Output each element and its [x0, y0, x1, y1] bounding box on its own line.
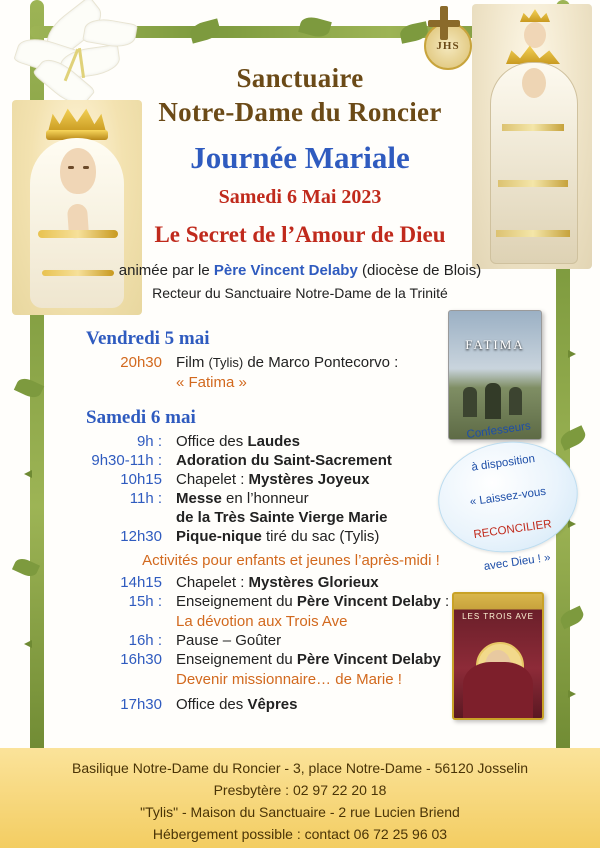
speaker-diocese: (diocèse de Blois) — [357, 262, 482, 279]
film-prefix: Film — [176, 354, 209, 371]
confession-line-4: RECONCILIER — [472, 518, 553, 542]
event-prefix: Chapelet : — [176, 471, 249, 488]
event-strong: Adoration du Saint-Sacrement — [176, 452, 392, 469]
event-second-line-text: de la Très Sainte Vierge Marie — [176, 509, 388, 526]
event-prefix: Office des — [176, 433, 248, 450]
speaker-role: Recteur du Sanctuaire Notre-Dame de la Trinité — [152, 285, 448, 301]
event-prefix: Enseignement du — [176, 593, 297, 610]
event-strong: Mystères Joyeux — [248, 471, 370, 488]
program-time: 11h : — [129, 490, 162, 507]
event-strong: Mystères Glorieux — [248, 574, 379, 591]
program-event — [176, 354, 526, 391]
jhs-emblem-label: JHS — [436, 40, 460, 52]
event-strong: Laudes — [247, 433, 300, 450]
confession-line-2: à disposition — [470, 453, 536, 475]
footer-house: "Tylis" - Maison du Sanctuaire - 2 rue Lucien Briend — [140, 804, 460, 820]
thorn-icon — [568, 350, 576, 358]
program-time: 12h30 — [120, 528, 162, 545]
speaker-name: Père Vincent Delaby — [213, 262, 358, 279]
program-event — [176, 490, 526, 526]
event-prefix: Pause – Goûter — [176, 632, 282, 649]
event-strong: Père Vincent Delaby — [296, 651, 441, 668]
program-event — [176, 433, 526, 450]
film-title: « Fatima » — [176, 374, 247, 391]
program-time: 17h30 — [120, 696, 162, 713]
event-highlight: Devenir missionnaire… de Marie ! — [176, 671, 402, 688]
program-time: 10h15 — [120, 471, 162, 488]
program-row — [56, 632, 526, 649]
event-strong: Père Vincent Delaby — [296, 593, 441, 610]
event-theme: Le Secret de l’Amour de Dieu — [154, 222, 446, 247]
program-row — [56, 471, 526, 488]
program-event — [176, 632, 526, 649]
film-director: de Marco Pontecorvo : — [243, 354, 399, 371]
program-row — [56, 574, 526, 591]
thorn-icon — [568, 690, 576, 698]
footer-lodging: Hébergement possible : contact 06 72 25 96 03 — [152, 826, 448, 842]
program-time: 9h : — [136, 433, 162, 450]
icon-image-title: LES TROIS AVE — [462, 612, 534, 621]
dvd-title: FATIMA — [465, 337, 525, 352]
event-highlight: La dévotion aux Trois Ave — [176, 613, 348, 630]
program-time: 14h15 — [120, 574, 162, 591]
thorn-icon — [24, 470, 32, 478]
program-day-friday-label: Vendredi 5 mai — [86, 328, 210, 349]
program-event — [176, 452, 526, 469]
sanctuary-line-2: Notre-Dame du Roncier — [158, 96, 442, 127]
cross-bar-icon — [428, 20, 460, 27]
event-strong: Vêpres — [247, 696, 298, 713]
program-time: 16h30 — [120, 651, 162, 668]
page-title — [0, 62, 600, 130]
leaf-icon — [188, 18, 222, 43]
program-event — [176, 574, 526, 591]
activities-note: Activités pour enfants et jeunes l’après-midi ! — [142, 552, 440, 569]
event-prefix: Enseignement du — [176, 651, 297, 668]
animated-by-prefix: animée par le — [118, 262, 214, 279]
program-row — [56, 452, 526, 469]
program-section — [56, 322, 526, 715]
event-date: Samedi 6 Mai 2023 — [218, 186, 382, 208]
footer-phone: Presbytère : 02 97 22 20 18 — [213, 782, 387, 798]
program-time: 16h : — [128, 632, 162, 649]
event-suffix: en l’honneur — [221, 490, 309, 507]
program-row — [56, 528, 526, 545]
program-row — [56, 593, 526, 630]
event-second-line — [176, 509, 526, 526]
program-row — [56, 490, 526, 526]
sanctuary-line-1: Sanctuaire — [236, 63, 364, 93]
animated-by-line — [0, 262, 600, 279]
event-strong: Pique-nique — [176, 528, 262, 545]
thorn-icon — [24, 640, 32, 648]
event-suffix: : — [440, 593, 450, 610]
program-time: 20h30 — [120, 354, 162, 371]
program-event — [176, 471, 526, 488]
program-row — [56, 651, 526, 688]
footer-address: Basilique Notre-Dame du Roncier - 3, place Notre-Dame - 56120 Josselin — [72, 760, 528, 776]
program-row — [56, 433, 526, 450]
program-event — [176, 528, 526, 545]
film-venue: (Tylis) — [208, 355, 244, 370]
program-event — [176, 593, 526, 630]
program-time: 15h : — [128, 593, 162, 610]
footer-contact-band — [0, 748, 600, 848]
program-event — [176, 696, 526, 713]
confession-line-1: Confesseurs — [465, 420, 532, 442]
program-day-saturday-label: Samedi 6 mai — [86, 407, 196, 428]
confession-line-3: « Laissez-vous — [469, 485, 547, 508]
event-prefix: Office des — [176, 696, 248, 713]
event-prefix: Chapelet : — [176, 574, 249, 591]
event-strong: Messe — [176, 490, 222, 507]
program-row — [56, 354, 526, 391]
event-suffix: tiré du sac (Tylis) — [261, 528, 380, 545]
confession-line-5: avec Dieu ! » — [483, 552, 552, 574]
event-title: Journée Mariale — [190, 140, 410, 175]
program-time: 9h30-11h : — [91, 452, 162, 469]
program-row — [56, 696, 526, 713]
program-event — [176, 651, 526, 688]
